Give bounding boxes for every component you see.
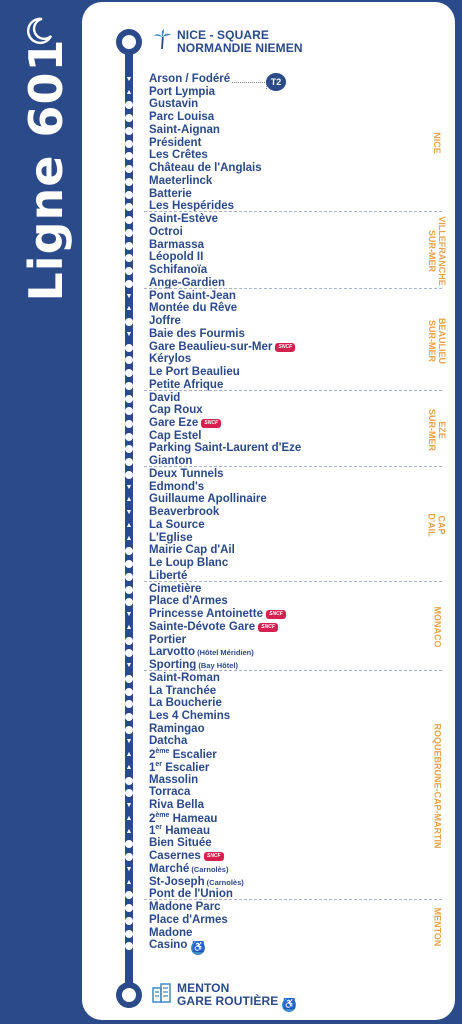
stop-name: Portier: [149, 633, 187, 646]
direction-up-icon: ▲: [125, 305, 133, 313]
stop-dot: [125, 471, 133, 479]
stop-dot: [125, 229, 133, 237]
stop-name: Madone: [149, 926, 193, 939]
stop-name: Joffre: [149, 315, 181, 328]
stop-name: Schifanoïa: [149, 264, 208, 277]
stop-dot: [125, 420, 133, 428]
bus-station-icon: [151, 982, 173, 1004]
stop-name: Sainte-Dévote Gare SNCF: [149, 621, 278, 633]
stop-note: (Bay Hôtel): [196, 661, 238, 671]
zone-separator: [144, 670, 442, 671]
direction-up-icon: ▲: [125, 534, 133, 542]
stop-dot: [125, 318, 133, 326]
stop-note: (Carnolès): [204, 877, 244, 887]
stop-name: Guillaume Apollinaire: [149, 493, 267, 506]
stop-name: Deux Tunnels: [149, 467, 224, 480]
stop-dot: [125, 713, 133, 721]
stop-dot: [125, 573, 133, 581]
direction-down-icon: ▼: [125, 738, 133, 746]
sncf-train-icon: SNCF: [201, 419, 221, 428]
stop-name: Kérylos: [149, 353, 192, 366]
stop-dot: [125, 726, 133, 734]
direction-down-icon: ▼: [125, 509, 133, 517]
stop-name: Octroi: [149, 225, 183, 238]
stop-name: Cap Estel: [149, 429, 202, 442]
stop-name: Marché (Carnolès): [149, 862, 229, 875]
stop-name: Saint-Aignan: [149, 123, 220, 136]
stop-name: Le Loup Blanc: [149, 557, 229, 570]
zone-separator: [144, 390, 442, 391]
sidebar: [0, 0, 80, 1024]
zone-label: VILLEFRANCHE SUR-MER: [427, 216, 447, 287]
zone-separator: [144, 581, 442, 582]
direction-up-icon: ▲: [125, 878, 133, 886]
zone-label: MENTON: [432, 907, 442, 946]
stop-dot: [125, 433, 133, 441]
wheelchair-icon: ♿: [192, 942, 205, 954]
palm-tree-icon: [151, 28, 173, 50]
zone-label: NICE: [432, 132, 443, 154]
stop-name: Président: [149, 136, 202, 149]
stop-name: La Tranchée: [149, 684, 217, 697]
stop-name: Place d'Armes: [149, 913, 228, 926]
zone-label: MONACO: [432, 606, 442, 648]
zone-label: EZE SUR-MER: [427, 408, 447, 451]
stop-name: La Boucherie: [149, 697, 222, 710]
stop-name: 2ème Escalier: [149, 748, 217, 762]
stop-name: Bien Située: [149, 837, 212, 850]
direction-down-icon: ▼: [125, 330, 133, 338]
direction-up-icon: ▲: [125, 827, 133, 835]
stop-name: Edmond's: [149, 480, 205, 493]
stop-name: Massolin: [149, 773, 199, 786]
stop-dot: [125, 178, 133, 186]
stop-dot: [125, 280, 133, 288]
stop-dot: [125, 930, 133, 938]
stop-dot: [125, 140, 133, 148]
stop-dot: [125, 777, 133, 785]
direction-up-icon: ▲: [125, 521, 133, 529]
stop-name: Madone Parc: [149, 901, 221, 914]
stop-dot: [125, 586, 133, 594]
tram-t2-badge: T2: [266, 73, 286, 91]
zone-label: CAP D'AIL: [427, 513, 448, 537]
zone-label: BEAULIEU SUR-MER: [427, 317, 448, 364]
direction-up-icon: ▲: [125, 623, 133, 631]
stop-dot: [125, 688, 133, 696]
stop-name: Gare Eze SNCF: [149, 417, 221, 429]
direction-down-icon: ▼: [125, 611, 133, 619]
stop-name: Château de l'Anglais: [149, 162, 262, 175]
stop-name: Riva Bella: [149, 799, 204, 812]
stop-dot: [125, 917, 133, 925]
stop-dot: [125, 344, 133, 352]
stop-name: Cimetière: [149, 582, 202, 595]
stop-dot: [125, 127, 133, 135]
stop-name: Place d'Armes: [149, 595, 228, 608]
stop-dot: [125, 395, 133, 403]
terminus-top-name: NICE - SQUARE NORMANDIE NIEMEN: [177, 28, 303, 55]
direction-down-icon: ▼: [125, 76, 133, 83]
stop-name: Les 4 Chemins: [149, 710, 231, 722]
stop-name: Saint-Roman: [149, 671, 220, 684]
route-card: [82, 2, 455, 1020]
stop-name: Beaverbrook: [149, 506, 220, 519]
stop-name: Casernes SNCF: [149, 850, 224, 862]
direction-down-icon: ▼: [125, 483, 133, 491]
stop-name: Port Lympia: [149, 85, 216, 98]
stop-name: Baie des Fourmis: [149, 327, 245, 340]
direction-up-icon: ▲: [125, 763, 133, 771]
stop-name: Parking Saint-Laurent d'Eze: [149, 442, 302, 455]
direction-down-icon: ▼: [125, 662, 133, 670]
stop-name: Petite Afrique: [149, 378, 224, 391]
stop-name: David: [149, 391, 181, 404]
zone-separator: [144, 466, 442, 467]
stop-name: Les Crêtes: [149, 149, 208, 162]
stop-name: Gare Beaulieu-sur-Mer SNCF: [149, 341, 295, 353]
stop-name: 2ème Hameau: [149, 811, 218, 825]
stop-dot: [125, 382, 133, 390]
stop-name: Ange-Gardien: [149, 276, 226, 289]
stop-name: Torraca: [149, 786, 191, 799]
stop-name: Arson / Fodéré: [149, 73, 231, 85]
stop-name: Maeterlinck: [149, 174, 213, 187]
stop-name: Sporting (Bay Hôtel): [149, 659, 238, 672]
stop-dot: [125, 191, 133, 199]
stop-dot: [125, 675, 133, 683]
sncf-train-icon: SNCF: [275, 343, 295, 352]
stop-name: Batterie: [149, 187, 192, 200]
stop-name: Saint-Estève: [149, 213, 219, 226]
stop-dot: [125, 242, 133, 250]
terminus-top-marker: [116, 29, 142, 55]
stop-name: Le Port Beaulieu: [149, 366, 240, 379]
stop-name: Larvotto (Hôtel Méridien): [149, 646, 254, 659]
wheelchair-icon: ♿: [283, 999, 296, 1010]
direction-down-icon: ▼: [125, 865, 133, 873]
stop-name: Les Hespérides: [149, 200, 235, 213]
zone-separator: [144, 288, 442, 289]
stop-name: Gianton: [149, 455, 193, 468]
stop-note: (Hôtel Méridien): [195, 648, 254, 658]
stop-note: (Carnolès): [189, 864, 229, 874]
stop-name: Gustavin: [149, 98, 199, 111]
stop-name: Léopold II: [149, 251, 204, 264]
zone-separator: [144, 899, 442, 900]
stop-dot: [125, 369, 133, 377]
stop-name: 1er Hameau: [149, 824, 210, 838]
stop-dot: [125, 637, 133, 645]
direction-up-icon: ▲: [125, 814, 133, 822]
stop-name: Datcha: [149, 735, 188, 748]
stop-name: Mairie Cap d'Ail: [149, 544, 235, 557]
terminus-bottom-marker: [116, 982, 142, 1008]
stop-name: Pont Saint-Jean: [149, 289, 236, 302]
sncf-train-icon: SNCF: [258, 623, 278, 632]
stop-name: Liberté: [149, 569, 188, 582]
line-title: Ligne 601: [19, 38, 73, 302]
direction-up-icon: ▲: [125, 88, 133, 96]
stop-name: 1er Escalier: [149, 760, 210, 774]
terminus-bottom-name: MENTON GARE ROUTIÈRE ♿: [177, 981, 296, 1010]
stop-name: Princesse Antoinette SNCF: [149, 608, 286, 620]
sncf-train-icon: SNCF: [204, 852, 224, 861]
sncf-train-icon: SNCF: [266, 610, 286, 619]
stop-name: Montée du Rêve: [149, 302, 238, 315]
direction-up-icon: ▲: [125, 751, 133, 759]
stop-name: La Source: [149, 518, 205, 531]
stop-name: Parc Louisa: [149, 111, 215, 124]
stop-name: Cap Roux: [149, 404, 203, 417]
direction-up-icon: ▲: [125, 496, 133, 504]
stop-name: L'Eglise: [149, 531, 193, 544]
stop-name: Ramingao: [149, 722, 205, 735]
stop-name: Pont de l'Union: [149, 888, 233, 901]
zone-label: ROQUEBRUNE-CAP-MARTIN: [432, 723, 442, 849]
stop-name: St-Joseph (Carnolès): [149, 875, 244, 888]
zone-separator: [144, 211, 442, 212]
direction-down-icon: ▼: [125, 802, 133, 810]
stop-name: Barmassa: [149, 238, 204, 251]
transfer-connector: [232, 82, 267, 89]
direction-down-icon: ▼: [125, 292, 133, 300]
stop-name: Casino ♿: [149, 939, 205, 954]
